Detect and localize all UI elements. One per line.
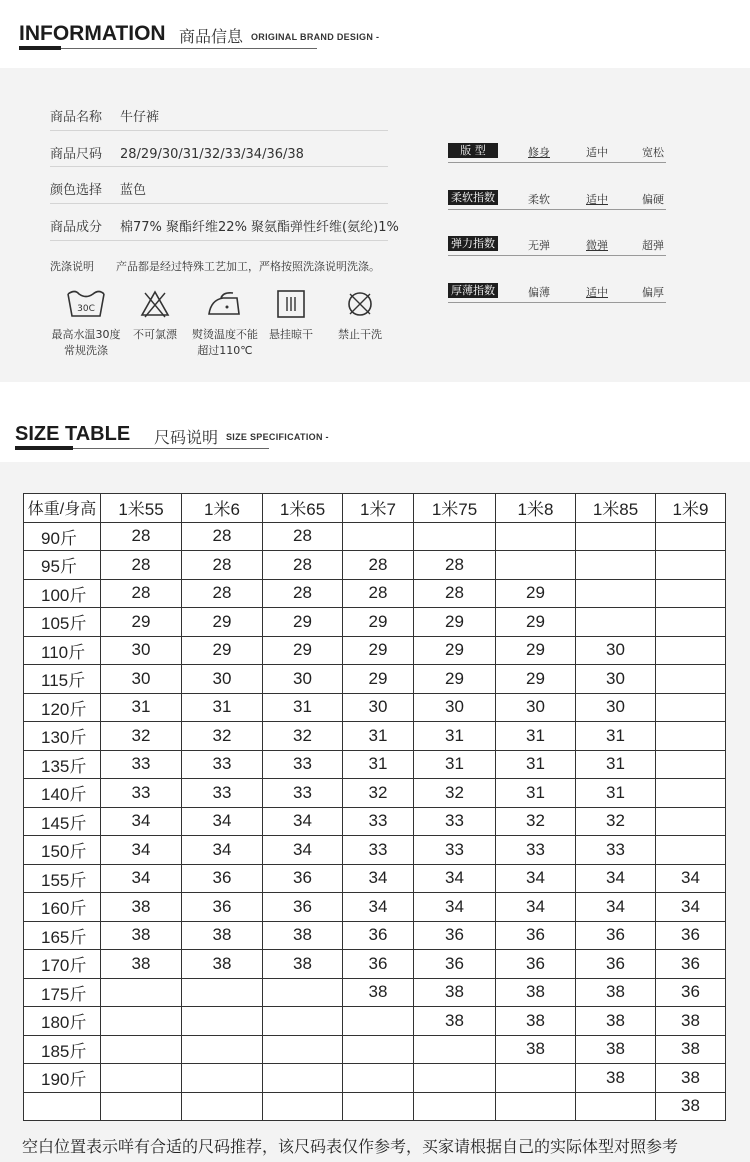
care-label: 禁止干洗 — [338, 328, 382, 341]
size-cell: 29 — [343, 665, 414, 694]
table-row — [24, 579, 726, 608]
size-cell — [343, 1007, 414, 1036]
size-cell: 28 — [101, 522, 182, 551]
size-cell: 33 — [182, 750, 263, 779]
care-label: 熨烫温度不能 — [192, 328, 258, 341]
care-label: 常规洗涤 — [64, 344, 108, 357]
size-cell: 33 — [263, 750, 343, 779]
size-cell: 38 — [101, 950, 182, 979]
size-cell — [414, 1092, 496, 1121]
scale-option: 偏厚 — [642, 286, 664, 299]
information-header — [0, 0, 750, 62]
care-item — [330, 288, 390, 342]
table-row — [24, 893, 726, 922]
size-cell: 38 — [263, 950, 343, 979]
size-cell: 31 — [496, 779, 576, 808]
height-header: 1米65 — [263, 494, 343, 523]
weight-cell: 135斤 — [24, 750, 101, 779]
size-cell: 38 — [656, 1064, 726, 1093]
size-cell — [182, 1092, 263, 1121]
info-row-color — [50, 179, 146, 198]
size-cell — [263, 1035, 343, 1064]
size-cell: 29 — [343, 608, 414, 637]
scale-option: 偏薄 — [528, 286, 550, 299]
info-label: 颜色选择 — [50, 183, 103, 198]
size-cell: 36 — [656, 978, 726, 1007]
weight-cell: 110斤 — [24, 636, 101, 665]
size-cell: 30 — [263, 665, 343, 694]
header-underline-thin — [61, 48, 317, 49]
size-cell: 38 — [656, 1007, 726, 1036]
size-cell: 36 — [414, 921, 496, 950]
scale-fit — [448, 143, 666, 163]
size-cell: 34 — [182, 807, 263, 836]
size-cell: 38 — [182, 921, 263, 950]
scale-thickness — [448, 283, 666, 303]
info-value: 产品都是经过特殊工艺加工，严格按照洗涤说明洗涤。 — [116, 260, 380, 273]
size-cell: 34 — [414, 864, 496, 893]
scale-softness — [448, 190, 666, 210]
size-cell: 29 — [496, 608, 576, 637]
height-header: 1米85 — [576, 494, 656, 523]
size-cell: 36 — [496, 950, 576, 979]
size-cell — [656, 693, 726, 722]
size-table-header — [0, 400, 750, 462]
height-header: 1米6 — [182, 494, 263, 523]
weight-cell: 155斤 — [24, 864, 101, 893]
size-cell — [101, 1092, 182, 1121]
size-cell: 36 — [263, 893, 343, 922]
care-item — [184, 288, 266, 358]
scale-option: 偏硬 — [642, 193, 664, 206]
size-cell: 34 — [496, 893, 576, 922]
size-cell: 33 — [414, 836, 496, 865]
hang-dry-icon — [275, 288, 307, 320]
size-cell: 31 — [576, 750, 656, 779]
size-cell — [496, 551, 576, 580]
size-cell — [263, 978, 343, 1007]
size-cell: 38 — [343, 978, 414, 1007]
table-row — [24, 636, 726, 665]
size-cell: 32 — [263, 722, 343, 751]
header-underline-thick — [15, 446, 73, 450]
svg-text:30C: 30C — [77, 304, 95, 314]
size-cell — [656, 551, 726, 580]
weight-cell — [24, 1092, 101, 1121]
scale-option: 超弹 — [642, 239, 664, 252]
size-cell: 38 — [101, 921, 182, 950]
weight-cell: 175斤 — [24, 978, 101, 1007]
size-cell: 38 — [656, 1035, 726, 1064]
size-cell — [656, 750, 726, 779]
weight-cell: 95斤 — [24, 551, 101, 580]
size-cell: 30 — [496, 693, 576, 722]
size-cell — [263, 1092, 343, 1121]
scale-line — [448, 162, 666, 163]
size-cell: 34 — [414, 893, 496, 922]
divider — [50, 166, 388, 167]
size-cell: 38 — [496, 1007, 576, 1036]
size-cell — [656, 665, 726, 694]
size-cell: 34 — [656, 864, 726, 893]
size-cell: 29 — [414, 636, 496, 665]
size-cell: 34 — [101, 836, 182, 865]
divider — [50, 240, 388, 241]
size-cell: 29 — [414, 608, 496, 637]
size-cell — [101, 1035, 182, 1064]
info-row-material — [50, 216, 399, 235]
care-label: 超过110℃ — [197, 344, 253, 357]
size-cell — [343, 1064, 414, 1093]
scale-option: 无弹 — [528, 239, 550, 252]
scale-line — [448, 302, 666, 303]
table-row — [24, 1064, 726, 1093]
scale-option: 适中 — [586, 286, 608, 299]
table-row — [24, 693, 726, 722]
scale-elasticity — [448, 236, 666, 256]
scale-option: 修身 — [528, 146, 550, 159]
size-cell: 31 — [496, 750, 576, 779]
size-cell: 34 — [263, 836, 343, 865]
size-cell: 31 — [496, 722, 576, 751]
size-cell — [576, 522, 656, 551]
size-cell: 30 — [182, 665, 263, 694]
size-cell: 31 — [101, 693, 182, 722]
weight-cell: 170斤 — [24, 950, 101, 979]
size-cell: 30 — [576, 636, 656, 665]
size-cell: 28 — [343, 551, 414, 580]
height-header: 1米7 — [343, 494, 414, 523]
size-cell: 31 — [343, 722, 414, 751]
size-cell: 38 — [496, 978, 576, 1007]
care-item — [46, 288, 126, 358]
size-cell: 28 — [101, 579, 182, 608]
info-row-size — [50, 143, 304, 162]
height-header: 1米75 — [414, 494, 496, 523]
table-row — [24, 608, 726, 637]
size-cell: 38 — [576, 1035, 656, 1064]
weight-cell: 150斤 — [24, 836, 101, 865]
weight-cell: 130斤 — [24, 722, 101, 751]
size-cell: 36 — [182, 864, 263, 893]
size-cell — [656, 522, 726, 551]
size-table-title: SIZE TABLE — [15, 423, 131, 445]
header-underline-thin — [73, 448, 269, 449]
size-cell: 34 — [101, 807, 182, 836]
divider — [50, 203, 388, 204]
size-cell — [414, 1035, 496, 1064]
size-cell — [496, 1064, 576, 1093]
care-label: 悬挂晾干 — [269, 328, 313, 341]
size-cell: 36 — [656, 950, 726, 979]
size-cell: 33 — [343, 807, 414, 836]
size-cell — [656, 807, 726, 836]
size-cell: 30 — [101, 636, 182, 665]
size-cell: 29 — [496, 665, 576, 694]
info-value: 棉77% 聚酯纤维22% 聚氨酯弹性纤维(氨纶)1% — [120, 220, 399, 235]
size-cell — [414, 1064, 496, 1093]
weight-cell: 115斤 — [24, 665, 101, 694]
size-cell: 34 — [576, 893, 656, 922]
size-cell — [576, 1092, 656, 1121]
size-cell — [656, 722, 726, 751]
size-cell — [101, 1007, 182, 1036]
size-cell: 31 — [182, 693, 263, 722]
scale-option: 微弹 — [586, 239, 608, 252]
size-cell: 29 — [496, 579, 576, 608]
table-row — [24, 1092, 726, 1121]
size-cell — [576, 608, 656, 637]
info-row-wash — [50, 258, 380, 274]
scale-line — [448, 255, 666, 256]
size-cell — [576, 579, 656, 608]
size-cell: 30 — [101, 665, 182, 694]
weight-cell: 145斤 — [24, 807, 101, 836]
size-cell — [263, 1007, 343, 1036]
care-item — [262, 288, 320, 342]
care-label: 不可氯漂 — [133, 328, 177, 341]
size-cell — [182, 1064, 263, 1093]
weight-cell: 160斤 — [24, 893, 101, 922]
info-row-name — [50, 106, 159, 125]
size-cell: 28 — [343, 579, 414, 608]
size-cell: 36 — [576, 950, 656, 979]
size-cell — [343, 1092, 414, 1121]
size-cell: 34 — [656, 893, 726, 922]
scale-option: 适中 — [586, 193, 608, 206]
size-cell — [656, 608, 726, 637]
info-value: 牛仔裤 — [120, 110, 160, 125]
size-cell — [101, 1064, 182, 1093]
divider — [50, 130, 388, 131]
information-subtitle: ORIGINAL BRAND DESIGN - — [251, 32, 380, 42]
size-cell: 28 — [182, 522, 263, 551]
size-cell: 32 — [496, 807, 576, 836]
height-header: 1米55 — [101, 494, 182, 523]
size-cell: 29 — [182, 608, 263, 637]
size-cell: 29 — [496, 636, 576, 665]
info-label: 商品名称 — [50, 110, 103, 125]
size-cell — [496, 522, 576, 551]
scale-tag: 版 型 — [448, 143, 498, 158]
size-table — [23, 493, 726, 1121]
no-bleach-icon — [139, 288, 171, 320]
table-row — [24, 836, 726, 865]
weight-cell: 105斤 — [24, 608, 101, 637]
table-header-row — [24, 494, 726, 523]
no-dry-clean-icon — [344, 288, 376, 320]
size-cell: 29 — [343, 636, 414, 665]
size-cell: 36 — [496, 921, 576, 950]
info-label: 洗涤说明 — [50, 260, 94, 273]
scale-option: 宽松 — [642, 146, 664, 159]
information-title: INFORMATION — [19, 22, 166, 45]
info-label: 商品尺码 — [50, 147, 103, 162]
size-note: 空白位置表示咩有合适的尺码推荐，该尺码表仅作参考，买家请根据自己的实际体型对照参考 — [22, 1137, 679, 1156]
size-cell: 36 — [182, 893, 263, 922]
size-cell: 28 — [263, 579, 343, 608]
size-cell: 38 — [263, 921, 343, 950]
size-cell: 29 — [263, 608, 343, 637]
weight-cell: 180斤 — [24, 1007, 101, 1036]
size-cell — [496, 1092, 576, 1121]
size-cell: 32 — [182, 722, 263, 751]
size-cell — [182, 1007, 263, 1036]
size-cell: 36 — [414, 950, 496, 979]
size-cell: 34 — [343, 864, 414, 893]
size-cell: 30 — [576, 665, 656, 694]
size-cell: 31 — [414, 750, 496, 779]
size-cell: 31 — [414, 722, 496, 751]
size-cell: 28 — [414, 551, 496, 580]
size-cell: 29 — [263, 636, 343, 665]
weight-cell: 165斤 — [24, 921, 101, 950]
scale-option: 适中 — [586, 146, 608, 159]
size-cell: 29 — [414, 665, 496, 694]
size-cell — [656, 579, 726, 608]
scale-tag: 柔软指数 — [448, 190, 498, 205]
size-cell: 33 — [182, 779, 263, 808]
iron-icon — [205, 288, 245, 320]
size-cell: 36 — [656, 921, 726, 950]
scale-option: 柔软 — [528, 193, 550, 206]
size-table-subtitle: SIZE SPECIFICATION - — [226, 432, 329, 442]
table-row — [24, 1007, 726, 1036]
size-cell: 34 — [101, 864, 182, 893]
height-header: 1米8 — [496, 494, 576, 523]
size-cell: 34 — [496, 864, 576, 893]
table-row — [24, 978, 726, 1007]
table-row — [24, 551, 726, 580]
size-cell: 38 — [182, 950, 263, 979]
wash-30-icon — [65, 288, 107, 320]
size-table-body — [24, 522, 726, 1121]
scale-tag: 厚薄指数 — [448, 283, 498, 298]
size-cell: 36 — [343, 921, 414, 950]
size-cell: 32 — [414, 779, 496, 808]
scale-tag: 弹力指数 — [448, 236, 498, 251]
size-cell: 38 — [101, 893, 182, 922]
size-cell — [343, 522, 414, 551]
size-cell: 33 — [576, 836, 656, 865]
weight-cell: 190斤 — [24, 1064, 101, 1093]
table-row — [24, 750, 726, 779]
size-cell: 32 — [576, 807, 656, 836]
size-cell: 38 — [576, 1064, 656, 1093]
size-cell: 38 — [414, 978, 496, 1007]
care-label: 最高水温30度 — [51, 328, 121, 341]
size-cell — [656, 836, 726, 865]
table-row — [24, 779, 726, 808]
size-cell: 28 — [263, 522, 343, 551]
info-value: 28/29/30/31/32/33/34/36/38 — [120, 147, 304, 162]
size-cell: 38 — [656, 1092, 726, 1121]
weight-cell: 140斤 — [24, 779, 101, 808]
size-table-title-cn: 尺码说明 — [154, 428, 219, 447]
size-cell: 31 — [576, 779, 656, 808]
size-cell: 34 — [576, 864, 656, 893]
table-row — [24, 1035, 726, 1064]
size-cell: 31 — [343, 750, 414, 779]
size-cell: 32 — [343, 779, 414, 808]
size-cell: 38 — [576, 1007, 656, 1036]
size-cell — [263, 1064, 343, 1093]
header-underline-thick — [19, 46, 61, 50]
size-cell: 30 — [414, 693, 496, 722]
size-cell: 34 — [343, 893, 414, 922]
size-cell: 33 — [101, 750, 182, 779]
information-title-cn: 商品信息 — [179, 27, 244, 46]
size-cell — [414, 522, 496, 551]
size-cell: 36 — [576, 921, 656, 950]
table-row — [24, 807, 726, 836]
size-cell: 29 — [182, 636, 263, 665]
size-cell — [343, 1035, 414, 1064]
size-cell: 33 — [414, 807, 496, 836]
size-cell: 31 — [263, 693, 343, 722]
size-cell: 33 — [101, 779, 182, 808]
info-value: 蓝色 — [120, 183, 147, 198]
size-cell: 28 — [182, 579, 263, 608]
size-cell — [182, 1035, 263, 1064]
weight-cell: 100斤 — [24, 579, 101, 608]
size-cell: 29 — [101, 608, 182, 637]
size-cell: 28 — [263, 551, 343, 580]
height-header: 1米9 — [656, 494, 726, 523]
size-cell: 34 — [182, 836, 263, 865]
corner-header: 体重/身高 — [24, 494, 101, 523]
size-cell — [656, 636, 726, 665]
size-cell: 33 — [263, 779, 343, 808]
size-cell: 38 — [576, 978, 656, 1007]
size-cell — [576, 551, 656, 580]
size-cell — [101, 978, 182, 1007]
size-cell: 30 — [343, 693, 414, 722]
size-cell: 28 — [101, 551, 182, 580]
size-cell: 28 — [182, 551, 263, 580]
table-row — [24, 864, 726, 893]
size-cell: 32 — [101, 722, 182, 751]
size-cell: 36 — [343, 950, 414, 979]
table-row — [24, 665, 726, 694]
size-cell: 28 — [414, 579, 496, 608]
size-cell — [182, 978, 263, 1007]
size-cell: 33 — [343, 836, 414, 865]
size-cell: 30 — [576, 693, 656, 722]
scale-line — [448, 209, 666, 210]
table-row — [24, 722, 726, 751]
size-cell: 31 — [576, 722, 656, 751]
care-item — [124, 288, 186, 342]
size-cell: 34 — [263, 807, 343, 836]
weight-cell: 120斤 — [24, 693, 101, 722]
info-label: 商品成分 — [50, 220, 103, 235]
weight-cell: 185斤 — [24, 1035, 101, 1064]
size-cell: 36 — [263, 864, 343, 893]
table-row — [24, 522, 726, 551]
table-row — [24, 921, 726, 950]
table-row — [24, 950, 726, 979]
size-cell — [656, 779, 726, 808]
size-cell: 33 — [496, 836, 576, 865]
weight-cell: 90斤 — [24, 522, 101, 551]
size-cell: 38 — [414, 1007, 496, 1036]
size-cell: 38 — [496, 1035, 576, 1064]
